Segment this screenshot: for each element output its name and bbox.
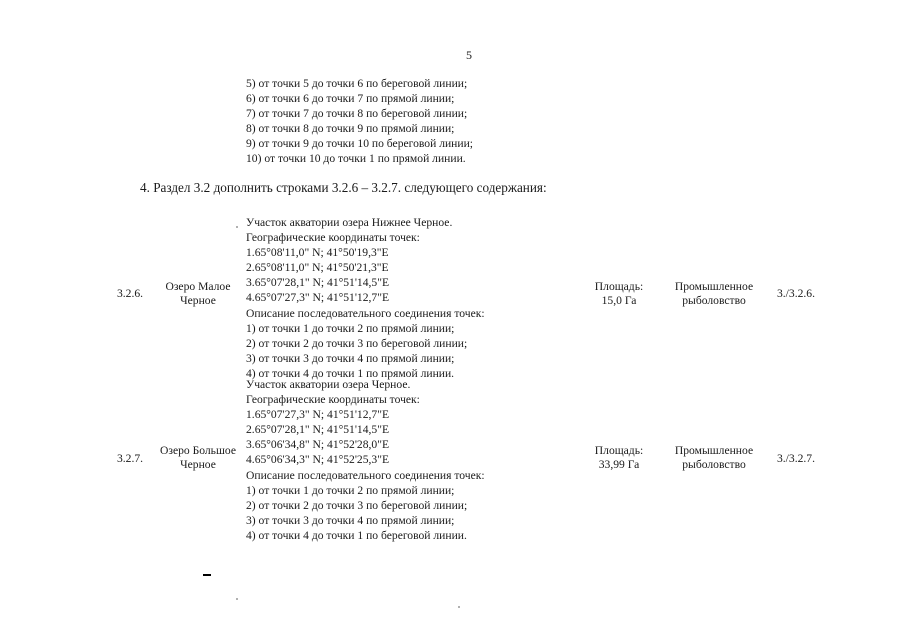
lake-name-line: Озеро Большое	[160, 444, 236, 457]
description-line: 4.65°07'27,3" N; 41°51'12,7"E	[246, 291, 390, 305]
purpose-line: Промышленное	[674, 444, 754, 457]
amendment-instruction: 4. Раздел 3.2 дополнить строками 3.2.6 – 3.2.7. следующего содержания:	[140, 180, 547, 195]
description-line: Участок акватории озера Черное.	[246, 378, 411, 391]
intro-line: 9) от точки 9 до точки 10 по береговой линии;	[246, 137, 474, 151]
description-line: 3.65°06'34,8" N; 41°52'28,0"E	[246, 438, 390, 452]
description-line: 3.65°07'28,1" N; 41°51'14,5"E	[246, 276, 390, 290]
description-line: 2.65°08'11,0" N; 41°50'21,3"E	[246, 261, 389, 275]
area-description	[246, 215, 485, 381]
description-line: 4) от точки 4 до точки 1 по береговой линии.	[246, 528, 467, 542]
row-number: 3.2.7.	[116, 452, 144, 465]
intro-line: 10) от точки 10 до точки 1 по прямой линии.	[246, 152, 466, 166]
description-line: Описание последовательного соединения точек:	[246, 468, 485, 482]
purpose-line: рыболовство	[682, 458, 746, 471]
area-label: Площадь:	[594, 444, 644, 457]
area-value: 33,99 Га	[598, 458, 640, 471]
description-line: 1.65°08'11,0" N; 41°50'19,3"E	[246, 246, 389, 260]
lake-name	[156, 280, 240, 308]
description-line: 4) от точки 4 до точки 1 по прямой линии.	[246, 366, 455, 380]
scan-speck	[236, 598, 238, 600]
purpose-line: Промышленное	[674, 280, 754, 293]
lake-name	[156, 444, 240, 472]
area-size	[587, 280, 651, 308]
description-line: Участок акватории озера Нижнее Черное.	[246, 216, 453, 229]
description-line: 1) от точки 1 до точки 2 по прямой линии;	[246, 483, 455, 497]
usage-purpose	[664, 444, 764, 472]
lake-name-line: Черное	[180, 294, 216, 307]
row-number: 3.2.6.	[116, 287, 144, 300]
description-line: 1) от точки 1 до точки 2 по прямой линии;	[246, 321, 455, 335]
scan-speck	[236, 226, 238, 228]
scan-speck	[458, 606, 460, 608]
intro-line: 8) от точки 8 до точки 9 по прямой линии;	[246, 122, 455, 136]
description-line: 2) от точки 2 до точки 3 по береговой линии;	[246, 498, 468, 512]
intro-line: 5) от точки 5 до точки 6 по береговой линии;	[246, 77, 468, 90]
description-line: 4.65°06'34,3" N; 41°52'25,3"E	[246, 453, 390, 467]
area-value: 15,0 Га	[601, 294, 637, 307]
lake-name-line: Озеро Малое	[165, 280, 231, 293]
page-number: 5	[466, 48, 472, 62]
reference-code: 3./3.2.7.	[776, 452, 815, 465]
area-description	[246, 377, 485, 543]
area-label: Площадь:	[594, 280, 644, 293]
reference-code: 3./3.2.6.	[776, 287, 815, 300]
usage-purpose	[664, 280, 764, 308]
description-line: Описание последовательного соединения точек:	[246, 306, 485, 320]
purpose-line: рыболовство	[682, 294, 746, 307]
scan-dash-mark	[203, 574, 211, 576]
area-size	[587, 444, 651, 472]
description-line: 2.65°07'28,1" N; 41°51'14,5"E	[246, 423, 390, 437]
intro-line: 6) от точки 6 до точки 7 по прямой линии;	[246, 92, 455, 106]
description-line: 1.65°07'27,3" N; 41°51'12,7"E	[246, 408, 390, 422]
description-line: 2) от точки 2 до точки 3 по береговой линии;	[246, 336, 468, 350]
description-line: 3) от точки 3 до точки 4 по прямой линии;	[246, 513, 455, 527]
description-line: Географические координаты точек:	[246, 393, 420, 407]
description-line: Географические координаты точек:	[246, 231, 420, 245]
intro-line: 7) от точки 7 до точки 8 по береговой линии;	[246, 107, 468, 121]
lake-name-line: Черное	[180, 458, 216, 471]
description-line: 3) от точки 3 до точки 4 по прямой линии;	[246, 351, 455, 365]
intro-list	[246, 76, 473, 167]
